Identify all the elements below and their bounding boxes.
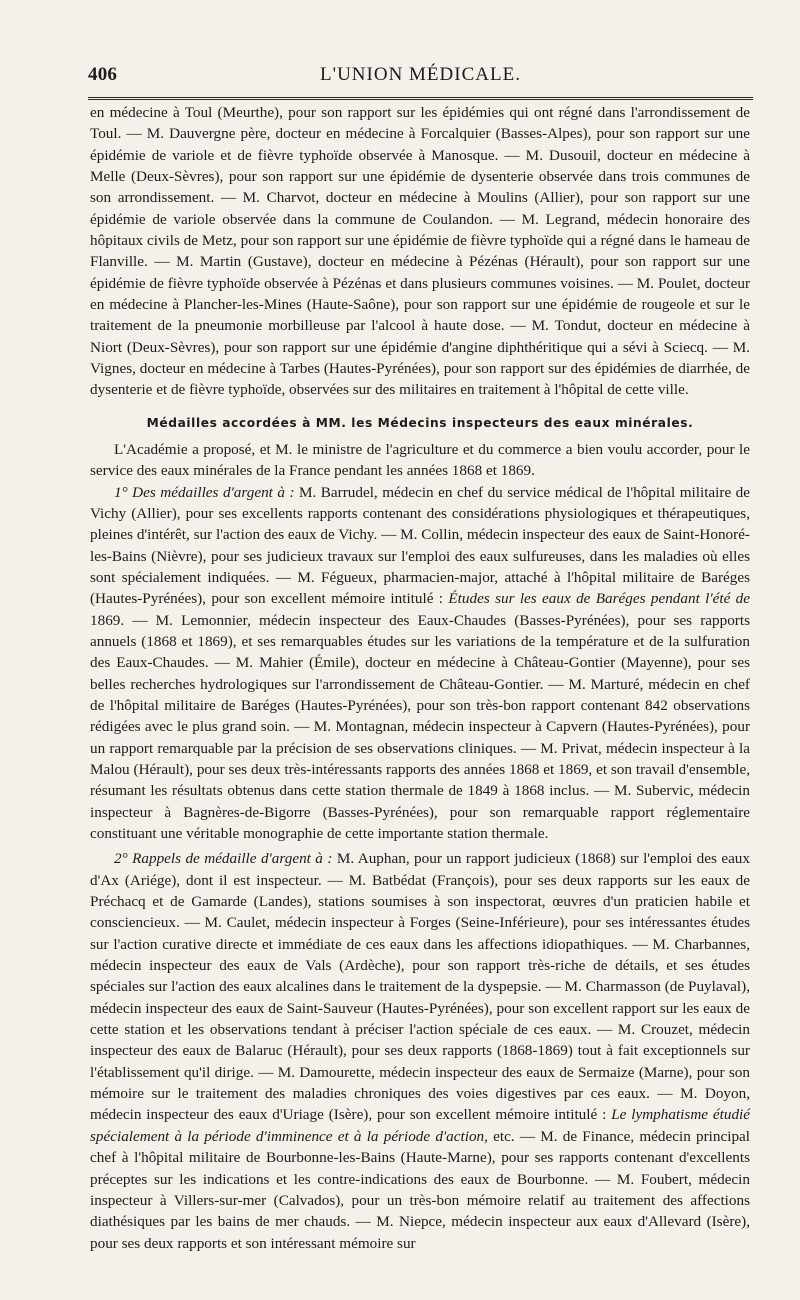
paragraph-text: M. Auphan, pour un rapport judicieux (1868) sur l'emploi des eaux d'Ax (Ariége), dont il est inspecteur. — M. Batbédat (François), pour ses deux rapports sur les eaux de Préchacq et de Gamarde (Landes), stations soumises à son inspectorat, œuvres d'un praticien habile et consciencieux. — M. Caulet, médecin inspecteur à Forges (Seine-Inférieure), pour ses intéressantes études sur l'action curative directe et immédiate de ces eaux dans les affections idiopathiques. — M. Charbannes, médecin inspecteur des eaux de Vals (Ardèche), pour son rapport très-riche de détails, et ses études spéciales sur l'action des eaux alcalines dans le traitement de la dyspepsie. — M. Charmasson (de Puylaval), médecin inspecteur des eaux de Saint-Sauveur (Hautes-Pyrénées), pour son excellent rapport sur les eaux de cette station et les observations tendant à préciser l'action spéciale de ces eaux. — M. Crouzet, médecin inspecteur des eaux de Balaruc (Hérault), pour ses deux rapports (1868-1869) tout à fait exceptionnels sur l'établissement qu'il dirige. — M. Damourette, médecin inspecteur des eaux de Sermaize (Marne), pour son mémoire sur le traitement des maladies chroniques des voies digestives par ces eaux. — M. Doyon, médecin inspecteur des eaux d'Uriage (Isère), pour son excellent mémoire intitulé : bbox=[90, 850, 750, 1124]
section-heading: Médailles accordées à MM. les Médecins inspecteurs des eaux minérales. bbox=[146, 415, 694, 430]
paragraph: L'Académie a proposé, et M. le ministre de l'agriculture et du commerce a bien voulu accorder, pour le service des eaux minérales de la France pendant les années 1868 et 1869. bbox=[90, 440, 750, 480]
header-rule bbox=[88, 97, 753, 100]
paragraph-text: 1869. — M. Lemonnier, médecin inspecteur des Eaux-Chaudes (Basses-Pyrénées), pour ses rapports annuels (1868 et 1869), et ses remarquables études sur les variations de la température et de la sulfuration des Eaux-Chaudes. — M. Mahier (Émile), docteur en médecine à Château-Gontier (Mayenne), pour ses belles recherches hydrologiques sur l'arrondissement de Château-Gontier. — M. Marturé, médecin en chef de l'hôpital militaire de Baréges (Hautes-Pyrénées), pour son très-bon rapport contenant 842 observations rédigées avec le plus grand soin. — M. Montagnan, médecin inspecteur à Capvern (Hautes-Pyrénées), pour un rapport remarquable par la précision de ses observations cliniques. — M. Privat, médecin inspecteur à la Malou (Hérault), pour ses deux très-intéressants rapports des années 1868 et 1869, et son travail d'ensemble, résumant les résultats obtenus dans cette station thermale de 1849 à 1868 inclus. — M. Subervic, médecin inspecteur à Bagnères-de-Bigorre (Basses-Pyrénées), pour son remarquable rapport réglementaire constituant une véritable monographie de cette importante station thermale. bbox=[90, 611, 750, 842]
memoir-title: Études sur les eaux de Baréges pendant l'été de bbox=[448, 590, 750, 608]
page-number: 406 bbox=[88, 64, 118, 85]
memoir-title: Le lymphatisme étudié spécialement à la période d'imminence et à la période d'action, bbox=[90, 1106, 750, 1145]
paragraph-text: etc. — M. de Finance, médecin principal chef à l'hôpital militaire de Bourbonne-les-Bains (Haute-Marne), pour ses rapports contenant d'excellents préceptes sur les indications et les contre-indications des eaux de Bourbonne. — M. Foubert, médecin inspecteur à Villers-sur-mer (Calvados), pour un très-bon mémoire relatif au traitement des affections diathésiques par les bains de mer chauds. — M. Niepce, médecin inspecteur aux eaux d'Allevard (Isère), pour ses deux rapports et son intéressant mémoire sur bbox=[90, 1127, 750, 1252]
paragraph: en médecine à Toul (Meurthe), pour son rapport sur les épidémies qui ont régné dans l'arrondissement de Toul. — M. Dauvergne père, docteur en médecine à Forcalquier (Basses-Alpes), pour son rapport sur une épidémie de variole et de fièvre typhoïde observée à Manosque. — M. Dusouil, docteur en médecine à Melle (Deux-Sèvres), pour son rapport sur une épidémie de dysenterie observée dans trois communes de son arrondissement. — M. Charvot, docteur en médecine à Moulins (Allier), pour son rapport sur une épidémie de variole observée dans la commune de Coulandon. — M. Legrand, médecin honoraire des hôpitaux civils de Metz, pour son rapport sur une épidémie de fièvre typhoïde qui a régné dans le hameau de Flanville. — M. Martin (Gustave), docteur en médecine à Pézénas (Hérault), pour son rapport sur une épidémie de fièvre typhoïde observée à Pézénas et dans plusieurs communes voisines. — M. Poulet, docteur en médecine à Plancher-les-Mines (Haute-Saône), pour son rapport sur une épidémie de rougeole et sur le traitement de la pneumonie morbilleuse par l'alcool à haute dose. — M. Tondut, docteur en médecine à Niort (Deux-Sèvres), pour son rapport sur une épidémie d'angine diphthéritique qui a sévi à Sciecq. — M. Vignes, docteur en médecine à Tarbes (Hautes-Pyrénées), pour son rapport sur des épidémies de diarrhée, de dysenterie et de fièvre typhoïde, observées sur des militaires en traitement à l'hôpital de cette ville. bbox=[90, 104, 750, 399]
page-body bbox=[90, 102, 750, 1254]
list-label: 1° Des médailles d'argent à : bbox=[114, 483, 295, 501]
list-label: 2° Rappels de médaille d'argent à : bbox=[114, 850, 333, 868]
page-header bbox=[88, 58, 753, 98]
running-title: L'UNION MÉDICALE. bbox=[320, 64, 521, 85]
paragraph-text: M. Barrudel, médecin en chef du service médical de l'hôpital militaire de Vichy (Allier), pour ses excellents rapports contenant des considérations physiologiques et thérapeutiques, pleines d'intérêt, sur l'action des eaux de Vichy. — M. Collin, médecin inspecteur des eaux de Saint-Honoré-les-Bains (Nièvre), pour ses judicieux travaux sur l'emploi des eaux sulfureuses, dans les maladies où elles sont spécialement indiquées. — M. Fégueux, pharmacien-major, attaché à l'hôpital militaire de Baréges (Hautes-Pyrénées), pour son excellent mémoire intitulé : bbox=[90, 483, 750, 608]
paragraph bbox=[90, 848, 750, 1254]
paragraph bbox=[90, 482, 750, 845]
